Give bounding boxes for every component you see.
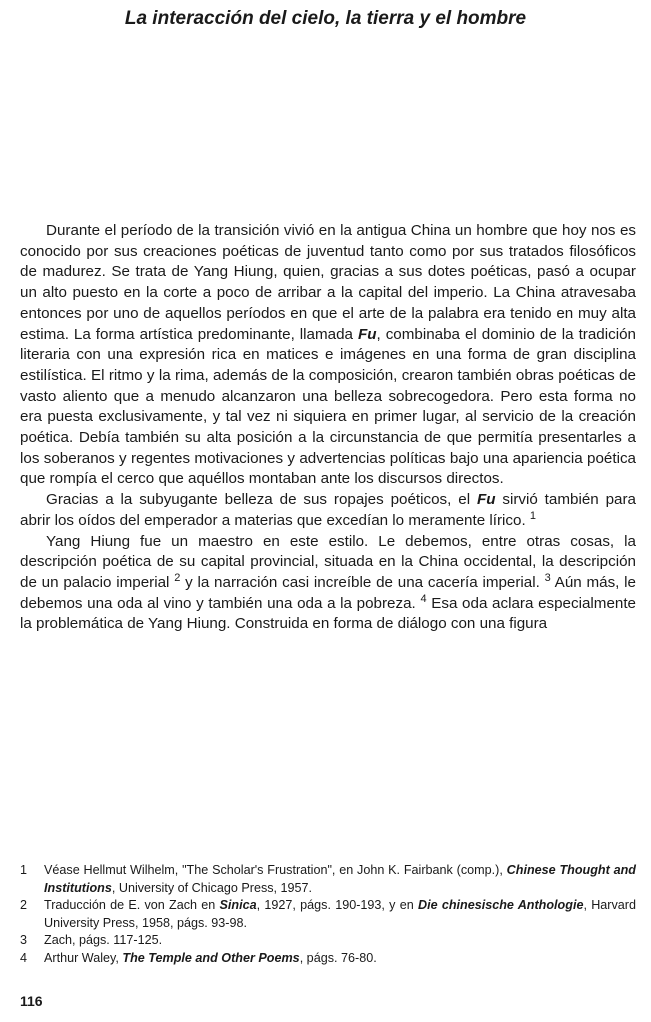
text-run: Yang Hiung fue un maestro en este estilo. Le debemos, entre otras cosas, la descripción poética de su capital provincial, situada en la China occidental, la descripción de un palacio imperial bbox=[20, 532, 636, 591]
footnote-ref-3[interactable]: 3 bbox=[544, 571, 551, 584]
footnote bbox=[20, 897, 636, 932]
journal-title: Sinica bbox=[219, 898, 257, 912]
text-run: Gracias a la subyugante belleza de sus ropajes poéticos, el bbox=[46, 491, 477, 509]
footnote-ref-2[interactable]: 2 bbox=[174, 571, 181, 584]
footnote bbox=[20, 932, 636, 950]
footnote-number: 1 bbox=[20, 863, 28, 877]
book-title: The Temple and Other Poems bbox=[122, 950, 300, 965]
book-title: Die chinesische Anthologie bbox=[417, 898, 584, 912]
page-number: 116 bbox=[20, 993, 43, 1009]
footnote bbox=[20, 862, 636, 897]
text-run: y la narración casi increíble de una cacería imperial. bbox=[180, 573, 545, 591]
footnote-number: 2 bbox=[20, 898, 28, 912]
text-run: Durante el período de la transición vivió en la antigua China un hombre que hoy nos es conocido por sus creaciones poéticas de juventud tanto como por sus tratados filosóficos de madurez. Se trata de Yang Hiung, quien, gracias a sus dotes poéticas, pasó a ocupar un alto puesto en la corte a poco de arribar a la capital del imperio. La China atravesaba entonces por uno de aquellos períodos en que el arte de la palabra era tenido en muy alta estima. La forma artística predominante, llamada bbox=[20, 222, 636, 343]
footnote-text: Zach, págs. 117-125. bbox=[44, 933, 163, 947]
footnote-number: 4 bbox=[20, 950, 28, 965]
paragraph bbox=[20, 532, 636, 636]
footnote-number: 3 bbox=[20, 933, 28, 947]
term-fu: Fu bbox=[357, 325, 377, 343]
footnote bbox=[20, 950, 636, 968]
footnote-ref-4[interactable]: 4 bbox=[420, 592, 427, 605]
book-title: Chinese Thought and Institutions bbox=[44, 863, 636, 895]
text-run: Esa oda aclara especialmente la problemática de Yang Hiung. Construida en forma de diálogo con una figura bbox=[20, 594, 637, 633]
running-header: La interacción del cielo, la tierra y el hombre bbox=[124, 8, 527, 29]
footnote-ref-1[interactable]: 1 bbox=[529, 509, 537, 522]
paragraph bbox=[20, 221, 636, 490]
term-fu: Fu bbox=[476, 491, 496, 509]
text-run: , combinaba el dominio de la tradición literaria con una expresión rica en matices e imágenes en una forma de gran disciplina estilística. El ritmo y la rima, además de la composición, crearon también obras poéticas de vasto aliento que a menudo alcanzaron una belleza sobrecogedora. Pero esta forma no era puesta exclusivamente, y tal vez ni siquiera en primer lugar, al servicio de la creación poética. Debía también su alta posición a la circunstancia de que permitía presentarles a los soberanos y regentes motivaciones y advertencias políticas bajo una apariencia poética que rompía el cerco que aquéllos montaban ante los discursos directos. bbox=[20, 325, 636, 488]
paragraph bbox=[20, 490, 636, 531]
footnote-text: Traducción de E. von Zach en Sinica, 1927, págs. 190-193, y en Die chinesische Anthologie, Harvard University Press, 1958, págs. 93-98. bbox=[44, 898, 636, 930]
text-run: Aún más, le debemos una oda al vino y también una oda a la pobreza. bbox=[20, 573, 636, 612]
text-run: sirvió también para abrir los oídos del emperador a materias que excedían lo meramente lírico. bbox=[20, 491, 636, 529]
footnote-text: Véase Hellmut Wilhelm, "The Scholar's Frustration", en John K. Fairbank (comp.), Chinese Thought and Institutions, University of Chicago Press, 1957. bbox=[44, 863, 636, 895]
body-text bbox=[20, 221, 636, 635]
footnote-text: Arthur Waley, The Temple and Other Poems, págs. 76-80. bbox=[44, 950, 377, 965]
footnotes bbox=[20, 862, 636, 967]
